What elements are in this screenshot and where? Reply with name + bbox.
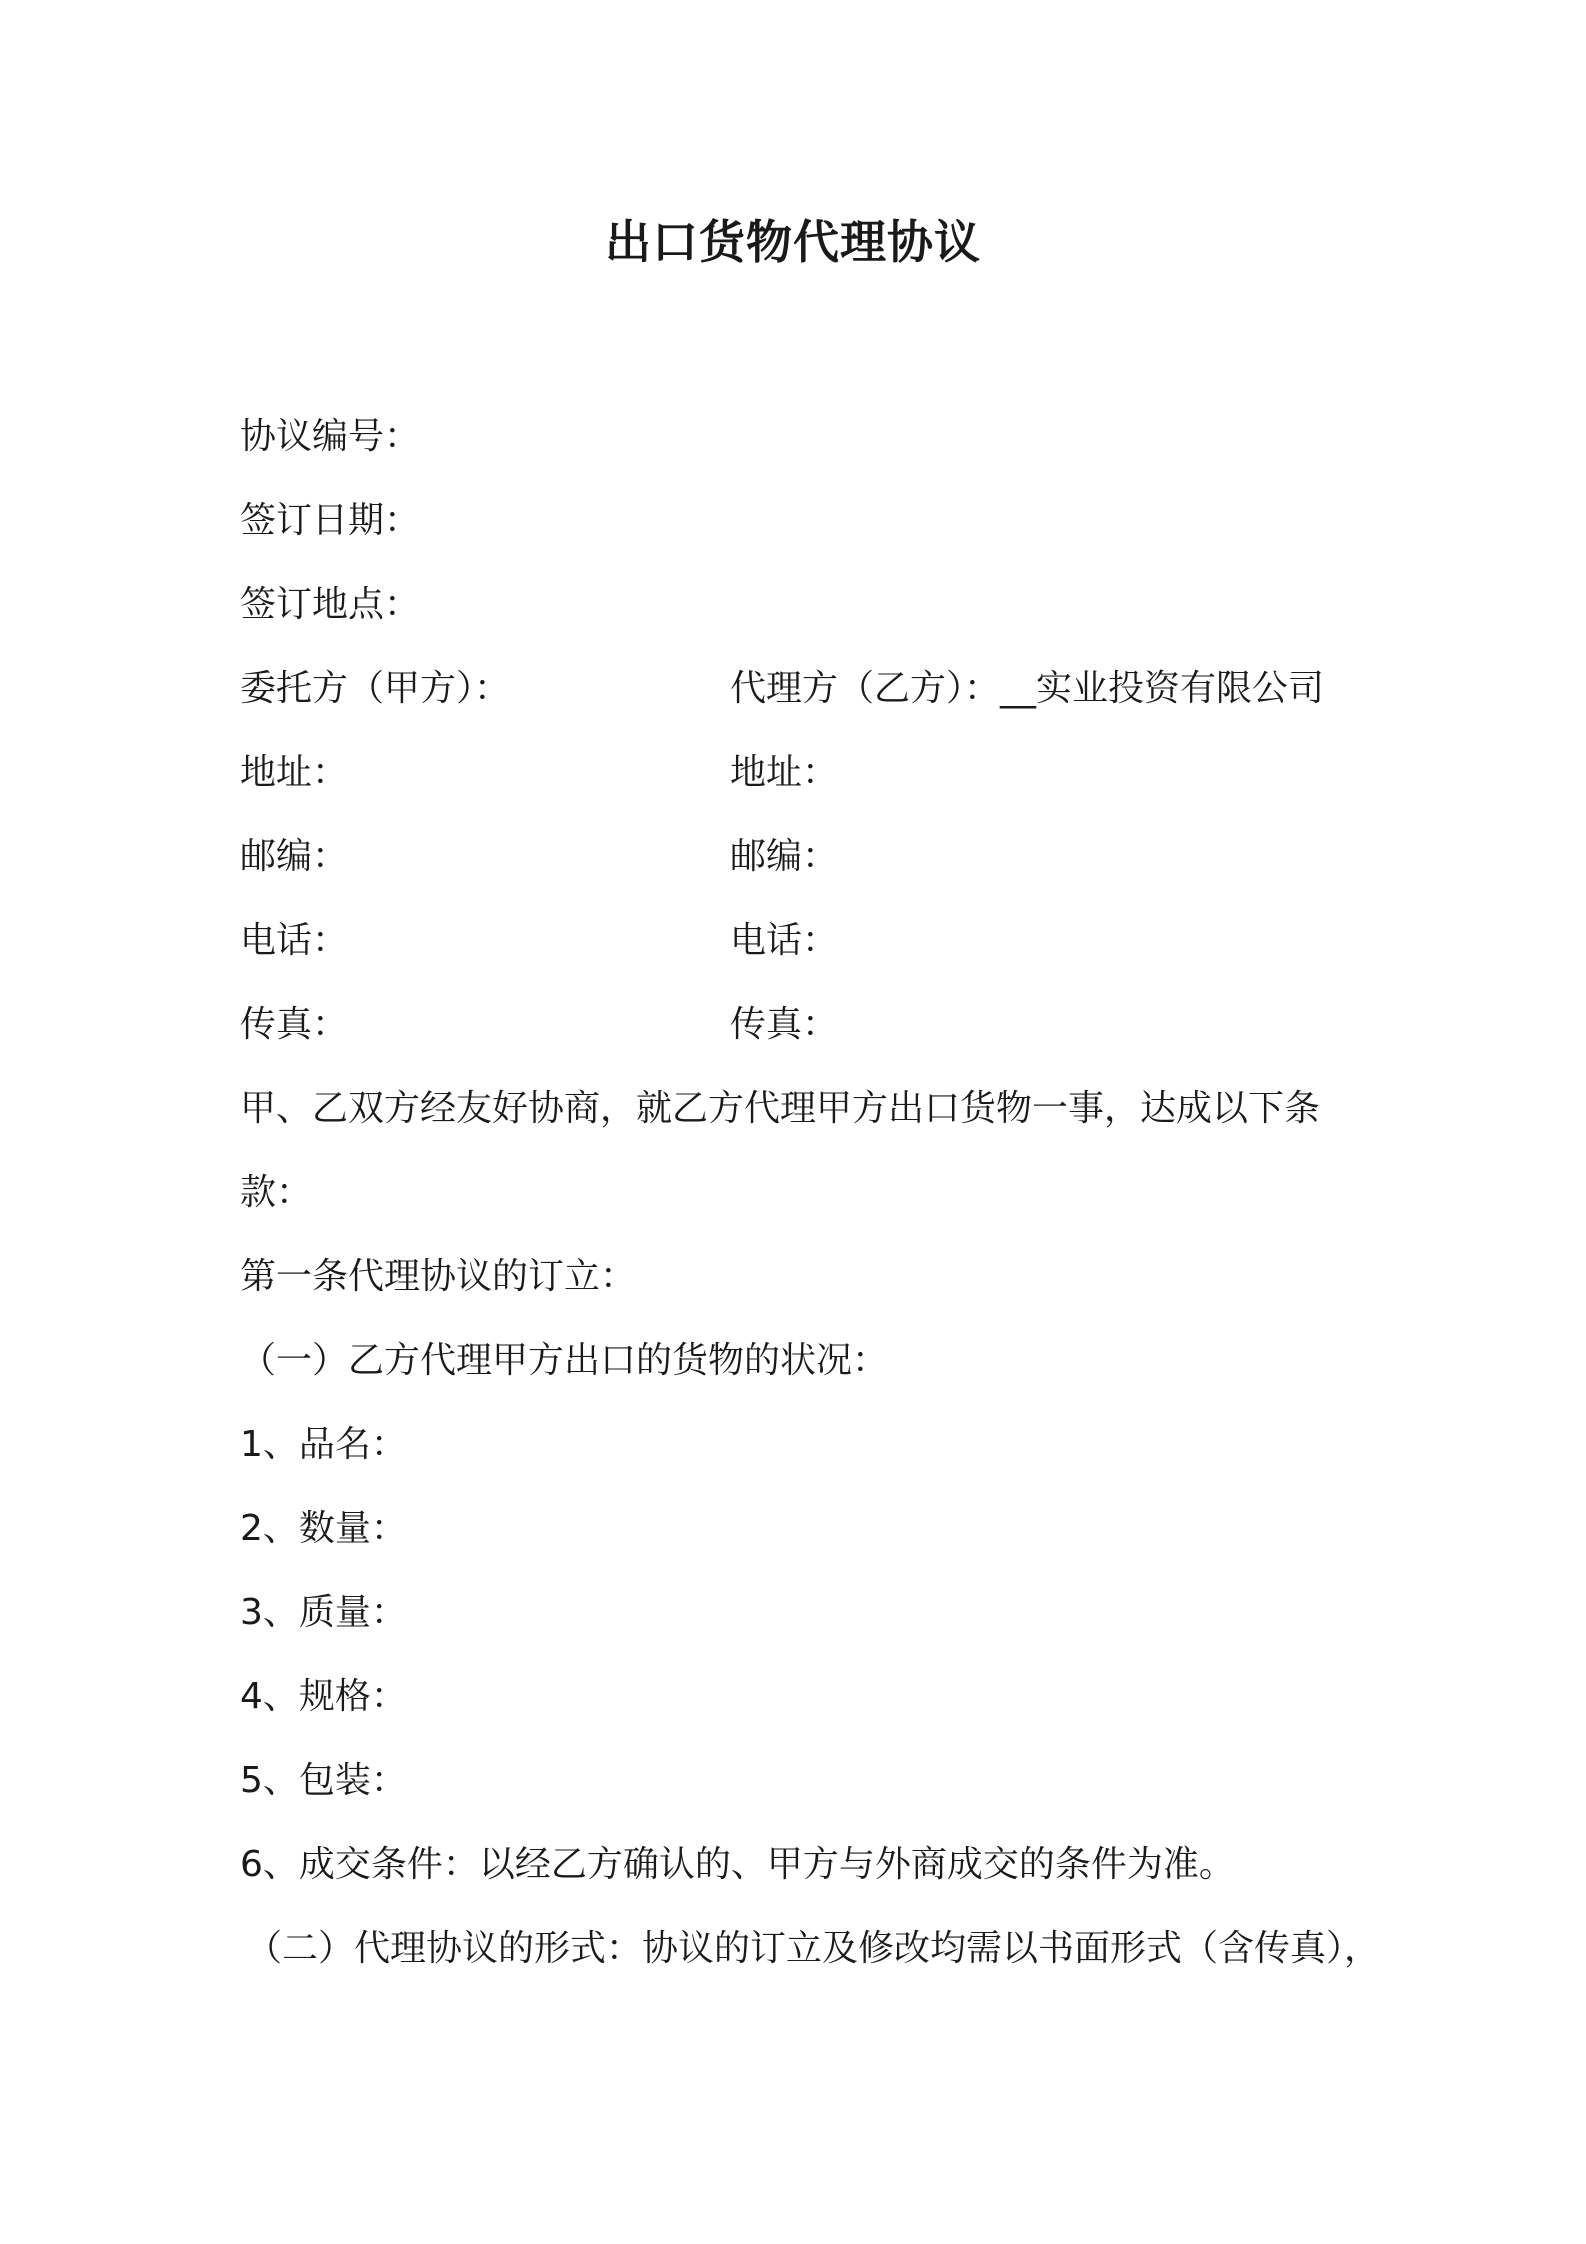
party-a-address-label: 地址： [240, 752, 349, 793]
party-b-name [730, 664, 1324, 714]
party-b-name-value: __实业投资有限公司 [1000, 668, 1325, 709]
list-item: 5、包装： [240, 1760, 407, 1801]
sign-date-label: 签订日期： [240, 500, 421, 541]
party-a-postcode-label: 邮编： [240, 836, 349, 877]
party-b-name-label: 代理方（乙方）： [730, 668, 1001, 709]
sign-place-label: 签订地点： [240, 584, 421, 625]
party-b-postcode-label: 邮编： [730, 836, 839, 877]
intro-paragraph-line-2: 款： [240, 1172, 313, 1213]
party-b-phone-label: 电话： [730, 920, 839, 961]
list-item: 3、质量： [240, 1592, 407, 1633]
party-a-phone-label: 电话： [240, 920, 349, 961]
section-2-line: （二）代理协议的形式：协议的订立及修改均需以书面形式（含传真）， [246, 1928, 1381, 1969]
list-item: 2、数量： [240, 1508, 407, 1549]
list-item: 6、成交条件：以经乙方确认的、甲方与外商成交的条件为准。 [240, 1844, 1235, 1885]
agreement-number-label: 协议编号： [240, 416, 421, 457]
party-b-address-label: 地址： [730, 752, 839, 793]
party-b-fax-label: 传真： [730, 1004, 839, 1045]
list-item: 1、品名： [240, 1424, 407, 1465]
article-1-title: 第一条代理协议的订立： [240, 1256, 637, 1297]
list-item: 4、规格： [240, 1676, 407, 1717]
section-1-title: （一）乙方代理甲方出口的货物的状况： [240, 1340, 889, 1381]
party-a-name-label: 委托方（甲方）： [240, 668, 511, 709]
document-title: 出口货物代理协议 [605, 215, 981, 269]
party-a-fax-label: 传真： [240, 1004, 349, 1045]
intro-paragraph-line-1: 甲、乙双方经友好协商，就乙方代理甲方出口货物一事，达成以下条 [240, 1088, 1321, 1129]
